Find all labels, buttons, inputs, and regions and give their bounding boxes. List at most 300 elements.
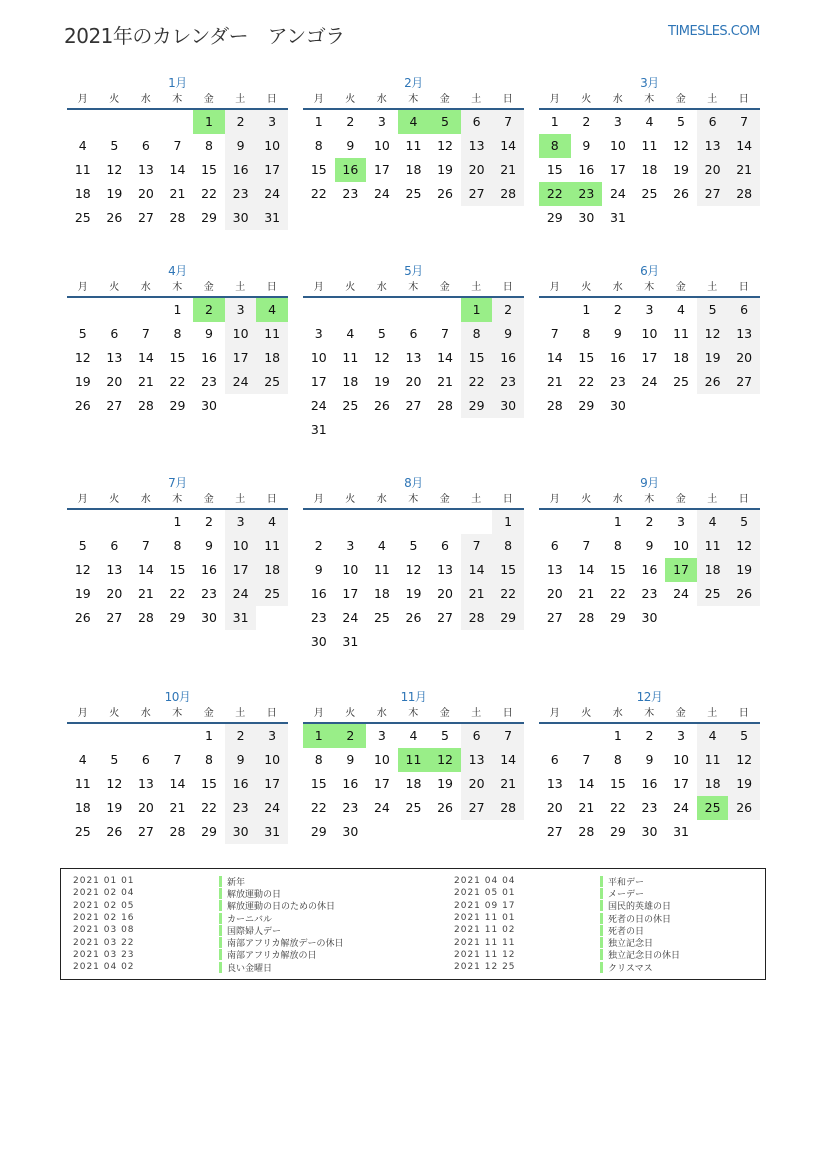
- weekday-label: 木: [644, 282, 655, 293]
- day-cell: 18: [641, 162, 658, 177]
- day-cell: 12: [74, 350, 91, 365]
- day-cell: 18: [697, 772, 729, 796]
- day-cell: 27: [546, 610, 563, 625]
- day-cell: 1: [613, 728, 622, 743]
- weekday-label: 日: [738, 94, 749, 105]
- day-cell: 20: [546, 800, 563, 815]
- day-cell: 27: [546, 824, 563, 839]
- month-name: 7月: [168, 476, 187, 490]
- holiday-day-cell: 16: [335, 158, 367, 182]
- day-cell: 25: [697, 582, 729, 606]
- day-cell: 6: [141, 752, 150, 767]
- empty-cell: [67, 510, 99, 534]
- day-cell: 6: [728, 298, 760, 322]
- holiday-name: 独立記念日の休日: [608, 951, 681, 962]
- weekday-label: 金: [439, 494, 450, 505]
- day-cell: 14: [169, 776, 186, 791]
- day-cell: 5: [409, 538, 418, 553]
- holiday-name: 解放運動の日: [227, 889, 282, 900]
- day-cell: 2: [645, 514, 654, 529]
- day-cell: 21: [169, 186, 186, 201]
- weekday-header: [539, 706, 760, 724]
- day-cell: 28: [461, 606, 493, 630]
- empty-cell: [99, 724, 131, 748]
- day-cell: 23: [609, 374, 626, 389]
- month-block: [539, 474, 760, 630]
- day-cell: 26: [74, 398, 91, 413]
- day-cell: 31: [673, 824, 689, 839]
- day-cell: 14: [578, 562, 595, 577]
- weekday-label: 水: [140, 494, 151, 505]
- day-cell: 28: [578, 610, 595, 625]
- day-cell: 20: [405, 374, 422, 389]
- day-cell: 14: [728, 134, 760, 158]
- day-cell: 20: [461, 158, 493, 182]
- day-cell: 21: [492, 772, 524, 796]
- day-cell: 14: [578, 776, 595, 791]
- day-cell: 18: [256, 558, 288, 582]
- day-cell: 30: [609, 398, 626, 413]
- day-cell: 12: [74, 562, 91, 577]
- day-cell: 26: [728, 582, 760, 606]
- day-cell: 22: [461, 370, 493, 394]
- holiday-day-cell: 1: [193, 110, 225, 134]
- day-cell: 14: [169, 162, 186, 177]
- day-cell: 8: [613, 538, 622, 553]
- day-cell: 17: [256, 772, 288, 796]
- weekday-label: 木: [408, 708, 419, 719]
- day-cell: 19: [673, 162, 689, 177]
- day-cell: 22: [492, 582, 524, 606]
- weekday-label: 火: [109, 708, 120, 719]
- day-cell: 27: [697, 182, 729, 206]
- day-cell: 19: [106, 800, 123, 815]
- day-cell: 14: [546, 350, 563, 365]
- day-cell: 3: [314, 326, 323, 341]
- day-cell: 28: [137, 398, 154, 413]
- day-cell: 31: [256, 820, 288, 844]
- day-cell: 14: [137, 562, 154, 577]
- brand-logo[interactable]: TIMESLES.COM: [668, 24, 760, 39]
- weekday-label: 月: [549, 282, 560, 293]
- day-cell: 18: [405, 776, 422, 791]
- day-cell: 12: [405, 562, 422, 577]
- empty-cell: [539, 298, 571, 322]
- day-cell: 13: [461, 748, 493, 772]
- weekday-label: 水: [376, 708, 387, 719]
- day-cell: 11: [405, 138, 422, 153]
- holiday-date: 2021 01 01: [73, 876, 135, 887]
- day-cell: 28: [492, 182, 524, 206]
- day-grid: [303, 510, 524, 654]
- day-cell: 29: [609, 824, 626, 839]
- day-cell: 19: [437, 776, 453, 791]
- day-cell: 15: [578, 350, 595, 365]
- empty-cell: [335, 510, 367, 534]
- weekday-label: 金: [439, 708, 450, 719]
- day-grid: [539, 724, 760, 844]
- day-cell: 20: [697, 158, 729, 182]
- day-cell: 14: [461, 558, 493, 582]
- weekday-label: 月: [313, 282, 324, 293]
- day-cell: 18: [697, 558, 729, 582]
- day-cell: 7: [492, 110, 524, 134]
- day-cell: 6: [550, 538, 559, 553]
- empty-cell: [303, 298, 335, 322]
- day-cell: 28: [137, 610, 154, 625]
- day-cell: 8: [314, 138, 323, 153]
- day-cell: 15: [310, 162, 327, 177]
- day-cell: 1: [173, 514, 182, 529]
- month-block: [303, 262, 524, 442]
- holiday-row: [442, 912, 680, 924]
- day-cell: 7: [582, 538, 591, 553]
- holiday-marker: [219, 888, 222, 899]
- empty-cell: [539, 510, 571, 534]
- day-cell: 5: [78, 538, 87, 553]
- holiday-name: 新年: [227, 877, 246, 888]
- day-cell: 29: [578, 398, 595, 413]
- holiday-name: 国際婦人デー: [227, 926, 282, 937]
- holiday-date: 2021 04 04: [454, 876, 516, 887]
- day-cell: 3: [346, 538, 355, 553]
- day-cell: 4: [697, 510, 729, 534]
- weekday-label: 火: [345, 708, 356, 719]
- holiday-date: 2021 02 04: [73, 888, 135, 899]
- day-cell: 19: [728, 772, 760, 796]
- day-cell: 23: [201, 586, 217, 601]
- weekday-label: 火: [581, 282, 592, 293]
- day-cell: 28: [546, 398, 563, 413]
- day-cell: 19: [74, 586, 91, 601]
- day-cell: 13: [546, 562, 563, 577]
- holiday-marker: [219, 937, 222, 948]
- day-cell: 11: [641, 138, 658, 153]
- weekday-label: 日: [266, 94, 277, 105]
- holiday-day-cell: 4: [256, 298, 288, 322]
- day-cell: 10: [342, 562, 359, 577]
- weekday-header: [303, 492, 524, 510]
- day-cell: 1: [492, 510, 524, 534]
- weekday-label: 土: [235, 94, 246, 105]
- day-cell: 1: [582, 302, 591, 317]
- weekday-label: 日: [502, 708, 513, 719]
- day-cell: 24: [225, 370, 257, 394]
- month-block: [303, 474, 524, 654]
- holiday-row: [442, 936, 680, 948]
- weekday-label: 土: [235, 494, 246, 505]
- weekday-label: 月: [549, 708, 560, 719]
- day-cell: 26: [673, 186, 689, 201]
- day-cell: 25: [74, 210, 91, 225]
- weekday-label: 月: [77, 282, 88, 293]
- day-cell: 23: [201, 374, 217, 389]
- weekday-label: 木: [172, 94, 183, 105]
- empty-cell: [539, 724, 571, 748]
- day-cell: 22: [169, 586, 186, 601]
- day-cell: 24: [256, 796, 288, 820]
- day-cell: 2: [205, 514, 213, 529]
- day-cell: 28: [169, 824, 186, 839]
- weekday-label: 土: [707, 708, 718, 719]
- holiday-day-cell: 2: [193, 298, 225, 322]
- empty-cell: [67, 110, 99, 134]
- day-cell: 13: [461, 134, 493, 158]
- weekday-label: 水: [376, 94, 387, 105]
- day-cell: 18: [342, 374, 359, 389]
- day-cell: 4: [645, 114, 654, 129]
- day-cell: 13: [137, 162, 154, 177]
- weekday-label: 水: [376, 494, 387, 505]
- month-name: 9月: [640, 476, 659, 490]
- day-cell: 19: [106, 186, 123, 201]
- empty-cell: [67, 298, 99, 322]
- empty-cell: [99, 110, 131, 134]
- weekday-label: 水: [612, 708, 623, 719]
- empty-cell: [130, 298, 162, 322]
- holiday-name: メーデー: [608, 889, 645, 900]
- day-cell: 5: [697, 298, 729, 322]
- day-cell: 5: [728, 510, 760, 534]
- day-cell: 15: [169, 350, 186, 365]
- weekday-label: 金: [675, 708, 686, 719]
- weekday-label: 木: [172, 494, 183, 505]
- day-cell: 12: [728, 534, 760, 558]
- weekday-label: 木: [408, 282, 419, 293]
- empty-cell: [461, 510, 493, 534]
- day-cell: 11: [256, 534, 288, 558]
- weekday-header: [539, 92, 760, 110]
- day-cell: 26: [106, 210, 123, 225]
- day-cell: 3: [377, 728, 386, 743]
- weekday-label: 月: [77, 494, 88, 505]
- day-cell: 22: [609, 800, 626, 815]
- weekday-label: 月: [313, 94, 324, 105]
- weekday-label: 金: [675, 282, 686, 293]
- day-cell: 28: [492, 796, 524, 820]
- day-cell: 19: [405, 586, 422, 601]
- day-cell: 7: [173, 752, 182, 767]
- holiday-list: [60, 868, 766, 980]
- day-cell: 12: [673, 138, 689, 153]
- holiday-row: [442, 887, 680, 899]
- day-cell: 9: [225, 134, 257, 158]
- day-cell: 5: [677, 114, 685, 129]
- holiday-day-cell: 17: [665, 558, 697, 582]
- day-cell: 4: [677, 302, 685, 317]
- day-cell: 8: [173, 326, 182, 341]
- day-cell: 20: [137, 186, 154, 201]
- day-cell: 25: [405, 186, 422, 201]
- holiday-name: 南部アフリカ解放の日: [227, 951, 317, 962]
- empty-cell: [303, 510, 335, 534]
- day-cell: 7: [141, 326, 150, 341]
- day-cell: 2: [613, 302, 622, 317]
- day-grid: [303, 724, 524, 844]
- day-cell: 20: [106, 586, 123, 601]
- day-cell: 30: [578, 210, 595, 225]
- day-cell: 25: [373, 610, 390, 625]
- day-cell: 16: [201, 350, 217, 365]
- month-block: [67, 474, 288, 630]
- weekday-label: 月: [313, 708, 324, 719]
- day-cell: 13: [728, 322, 760, 346]
- holiday-row: [61, 961, 344, 973]
- day-cell: 5: [110, 138, 119, 153]
- day-cell: 16: [492, 346, 524, 370]
- day-cell: 3: [677, 514, 685, 529]
- day-cell: 12: [106, 162, 123, 177]
- holiday-marker: [219, 925, 222, 936]
- weekday-label: 火: [581, 708, 592, 719]
- day-cell: 25: [256, 582, 288, 606]
- page-title: 2021年のカレンダー アンゴラ: [64, 24, 345, 48]
- day-cell: 22: [578, 374, 595, 389]
- day-cell: 7: [582, 752, 591, 767]
- day-cell: 21: [546, 374, 563, 389]
- holiday-row: [442, 961, 680, 973]
- holiday-name: 国民的英雄の日: [608, 902, 672, 913]
- day-cell: 26: [74, 610, 91, 625]
- day-cell: 6: [461, 110, 493, 134]
- holiday-name: 死者の日: [608, 926, 645, 937]
- day-cell: 31: [256, 206, 288, 230]
- day-cell: 29: [201, 210, 217, 225]
- holiday-marker: [600, 888, 603, 899]
- day-cell: 19: [74, 374, 91, 389]
- day-cell: 9: [492, 322, 524, 346]
- day-cell: 25: [256, 370, 288, 394]
- holiday-date: 2021 03 23: [73, 949, 135, 960]
- day-cell: 1: [173, 302, 182, 317]
- weekday-label: 木: [644, 94, 655, 105]
- holiday-date: 2021 11 01: [454, 913, 516, 924]
- month-name: 1月: [168, 76, 187, 90]
- holiday-day-cell: 8: [539, 134, 571, 158]
- day-cell: 26: [437, 800, 453, 815]
- day-grid: [303, 110, 524, 206]
- day-cell: 8: [492, 534, 524, 558]
- day-cell: 16: [201, 562, 217, 577]
- day-cell: 30: [201, 398, 217, 413]
- empty-cell: [366, 510, 398, 534]
- weekday-label: 木: [644, 708, 655, 719]
- day-cell: 6: [461, 724, 493, 748]
- day-cell: 12: [106, 776, 123, 791]
- day-cell: 25: [405, 800, 422, 815]
- month-name: 4月: [168, 264, 187, 278]
- day-cell: 14: [492, 748, 524, 772]
- day-cell: 3: [645, 302, 654, 317]
- day-cell: 2: [645, 728, 654, 743]
- empty-cell: [429, 298, 461, 322]
- day-cell: 17: [641, 350, 658, 365]
- weekday-label: 火: [345, 94, 356, 105]
- weekday-label: 日: [738, 494, 749, 505]
- weekday-label: 月: [549, 94, 560, 105]
- holiday-marker: [219, 876, 222, 887]
- weekday-label: 月: [313, 494, 324, 505]
- day-grid: [67, 724, 288, 844]
- day-cell: 17: [225, 558, 257, 582]
- day-cell: 21: [492, 158, 524, 182]
- day-cell: 18: [373, 586, 390, 601]
- holiday-date: 2021 09 17: [454, 900, 516, 911]
- day-cell: 23: [342, 800, 359, 815]
- month-block: [67, 74, 288, 230]
- holiday-marker: [219, 962, 222, 973]
- day-cell: 6: [110, 538, 119, 553]
- day-cell: 6: [141, 138, 150, 153]
- weekday-header: [67, 706, 288, 724]
- day-cell: 20: [137, 800, 154, 815]
- day-cell: 13: [106, 350, 123, 365]
- day-cell: 24: [342, 610, 359, 625]
- day-cell: 20: [461, 772, 493, 796]
- day-cell: 13: [405, 350, 422, 365]
- day-cell: 27: [137, 824, 154, 839]
- weekday-label: 水: [612, 282, 623, 293]
- day-cell: 14: [137, 350, 154, 365]
- holiday-column-left: [61, 875, 344, 973]
- day-cell: 23: [225, 796, 257, 820]
- holiday-marker: [600, 962, 603, 973]
- day-cell: 26: [405, 610, 422, 625]
- day-cell: 13: [437, 562, 453, 577]
- weekday-label: 火: [109, 94, 120, 105]
- day-cell: 25: [673, 374, 689, 389]
- day-cell: 4: [78, 752, 87, 767]
- holiday-marker: [600, 900, 603, 911]
- day-grid: [67, 298, 288, 418]
- empty-cell: [130, 110, 162, 134]
- day-cell: 12: [373, 350, 390, 365]
- empty-cell: [130, 724, 162, 748]
- holiday-date: 2021 02 05: [73, 900, 135, 911]
- day-cell: 29: [461, 394, 493, 418]
- weekday-label: 火: [345, 494, 356, 505]
- weekday-label: 土: [471, 94, 482, 105]
- day-cell: 11: [342, 350, 359, 365]
- weekday-header: [67, 92, 288, 110]
- day-cell: 29: [201, 824, 217, 839]
- weekday-label: 土: [707, 282, 718, 293]
- month-block: [539, 688, 760, 844]
- day-cell: 24: [673, 800, 689, 815]
- day-cell: 23: [225, 182, 257, 206]
- day-cell: 10: [373, 138, 390, 153]
- day-cell: 30: [342, 824, 359, 839]
- weekday-label: 金: [675, 494, 686, 505]
- day-cell: 16: [225, 158, 257, 182]
- day-cell: 15: [609, 562, 626, 577]
- day-cell: 16: [578, 162, 595, 177]
- day-cell: 9: [314, 562, 323, 577]
- day-cell: 23: [641, 800, 658, 815]
- day-cell: 5: [110, 752, 119, 767]
- day-cell: 24: [673, 586, 689, 601]
- day-cell: 11: [256, 322, 288, 346]
- day-cell: 29: [492, 606, 524, 630]
- day-cell: 14: [437, 350, 453, 365]
- day-cell: 24: [373, 186, 390, 201]
- day-cell: 31: [225, 606, 257, 630]
- day-cell: 15: [310, 776, 327, 791]
- weekday-label: 水: [376, 282, 387, 293]
- day-cell: 23: [310, 610, 327, 625]
- weekday-label: 土: [471, 282, 482, 293]
- day-cell: 8: [205, 752, 213, 767]
